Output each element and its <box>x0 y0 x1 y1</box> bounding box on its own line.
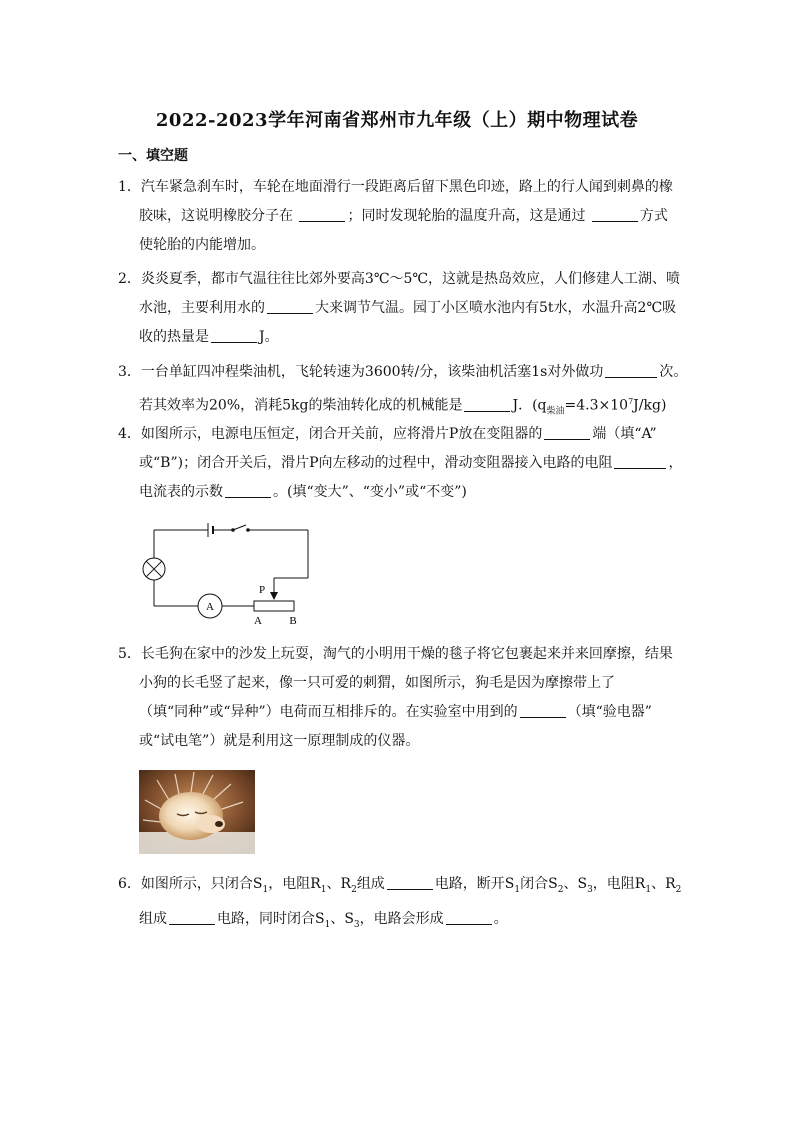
subscript: 2 <box>557 884 564 895</box>
question-number: 4． <box>118 426 141 442</box>
question-text: ，电阻R <box>592 876 646 892</box>
answer-blank[interactable] <box>592 207 638 222</box>
question-text: 。(填“变大”、“变小”或“不变”) <box>273 484 467 500</box>
answer-blank[interactable] <box>520 703 566 718</box>
slider-label: P <box>258 584 266 596</box>
question-number: 1． <box>118 179 141 195</box>
question-text: （填“同种”或“异种”）电荷而互相排斥的。在实验室中用到的 <box>139 704 518 720</box>
question-text: J/kg) <box>633 397 667 414</box>
question-5 <box>118 640 688 756</box>
subscript: 1 <box>324 919 331 930</box>
question-text: 大来调节气温。园丁小区喷水池内有5t水，水温升高2℃吸 <box>315 300 677 316</box>
subscript: 3 <box>587 884 593 895</box>
question-text: 若其效率为20%，消耗5kg的柴油转化成的机械能是 <box>139 397 463 414</box>
subscript: 1 <box>645 884 652 895</box>
ammeter-label: A <box>206 601 214 613</box>
question-text: 或“试电笔”）就是利用这一原理制成的仪器。 <box>139 733 420 749</box>
question-text: =4.3×10 <box>564 397 629 414</box>
answer-blank[interactable] <box>464 397 510 412</box>
question-text: ， <box>668 455 683 471</box>
question-text: 或“B”)；闭合开关后，滑片P向左移动的过程中，滑动变阻器接入电路的电阻 <box>139 455 613 471</box>
subscript: 3 <box>353 919 360 930</box>
question-2 <box>118 265 688 352</box>
answer-blank[interactable] <box>299 207 345 222</box>
question-text: 小狗的长毛竖了起来，像一只可爱的刺猬，如图所示，狗毛是因为摩擦带上了 <box>139 675 615 691</box>
question-text: 炎炎夏季，都市气温往往比郊外要高3℃～5℃，这就是热岛效应，人们修建人工湖、喷 <box>140 271 681 287</box>
subscript: 2 <box>351 884 357 895</box>
question-number: 3． <box>118 364 141 380</box>
answer-blank[interactable] <box>614 454 666 469</box>
subscript: 2 <box>675 884 682 895</box>
subscript: 柴油 <box>546 406 565 417</box>
question-text: 。 <box>493 910 508 927</box>
question-text: 收的热量是 <box>139 329 209 345</box>
dog-nose <box>215 821 223 827</box>
question-text: J。 <box>259 329 279 345</box>
question-text: 闭合S <box>520 876 558 892</box>
question-4 <box>118 420 688 507</box>
answer-blank[interactable] <box>446 910 492 925</box>
subscript: 1 <box>262 884 269 895</box>
question-text: J．(q <box>512 397 547 414</box>
question-text: ，电路会形成 <box>359 910 444 927</box>
question-text: 、S <box>330 910 354 927</box>
question-text: 汽车紧急刹车时，车轮在地面滑行一段距离后留下黑色印迹，路上的行人闻到刺鼻的橡 <box>140 179 673 195</box>
question-text: ，电阻R <box>268 876 321 892</box>
question-text: 次。 <box>659 364 688 380</box>
answer-blank[interactable] <box>605 363 657 378</box>
circuit-diagram <box>140 518 320 630</box>
superscript: 7 <box>628 397 634 406</box>
question-text: 组成 <box>356 876 385 892</box>
question-text: 端（填“A” <box>592 426 657 442</box>
end-b-label: B <box>289 615 297 627</box>
answer-blank[interactable] <box>211 328 257 343</box>
dog-photo <box>139 770 255 854</box>
question-text: 胶味，这说明橡胶分子在 <box>139 208 298 224</box>
question-text: 组成 <box>139 910 167 927</box>
question-text: 使轮胎的内能增加。 <box>139 237 265 253</box>
question-text: 电路，断开S <box>434 876 515 892</box>
question-3 <box>118 358 688 426</box>
question-text: 电流表的示数 <box>139 484 223 500</box>
question-text: 、R <box>651 876 676 892</box>
question-text: 水池，主要利用水的 <box>139 300 265 316</box>
question-1 <box>118 173 688 260</box>
question-text: 一台单缸四冲程柴油机，飞轮转速为3600转/分，该柴油机活塞1s对外做功 <box>140 364 604 380</box>
answer-blank[interactable] <box>169 910 215 925</box>
question-text: 、R <box>326 876 352 892</box>
question-text: 如图所示，只闭合S <box>140 876 263 892</box>
question-number: 5． <box>118 646 141 662</box>
question-text: 如图所示，电源电压恒定，闭合开关前，应将滑片P放在变阻器的 <box>140 426 543 442</box>
subscript: 1 <box>320 884 327 895</box>
question-text: 、S <box>563 876 588 892</box>
switch-blade <box>233 525 246 530</box>
end-a-label: A <box>254 615 262 627</box>
subscript: 1 <box>514 884 521 895</box>
question-6 <box>118 870 688 940</box>
question-number: 6． <box>118 876 141 892</box>
answer-blank[interactable] <box>267 299 313 314</box>
question-text: 方式 <box>639 208 668 224</box>
rheostat <box>254 601 294 611</box>
section-heading: 一、填空题 <box>118 148 188 164</box>
page-title: 2022-2023学年河南省郑州市九年级（上）期中物理试卷 <box>155 110 639 131</box>
slider-arrowhead <box>270 592 278 600</box>
answer-blank[interactable] <box>225 483 271 498</box>
question-text: 长毛狗在家中的沙发上玩耍，淘气的小明用干燥的毯子将它包裹起来并来回摩擦，结果 <box>140 646 673 662</box>
answer-blank[interactable] <box>387 875 433 890</box>
question-text: ；同时发现轮胎的温度升高，这是通过 <box>347 208 590 224</box>
answer-blank[interactable] <box>544 425 590 440</box>
question-text: 电路，同时闭合S <box>217 910 325 927</box>
question-number: 2． <box>118 271 141 287</box>
question-text: （填“验电器” <box>567 704 652 720</box>
